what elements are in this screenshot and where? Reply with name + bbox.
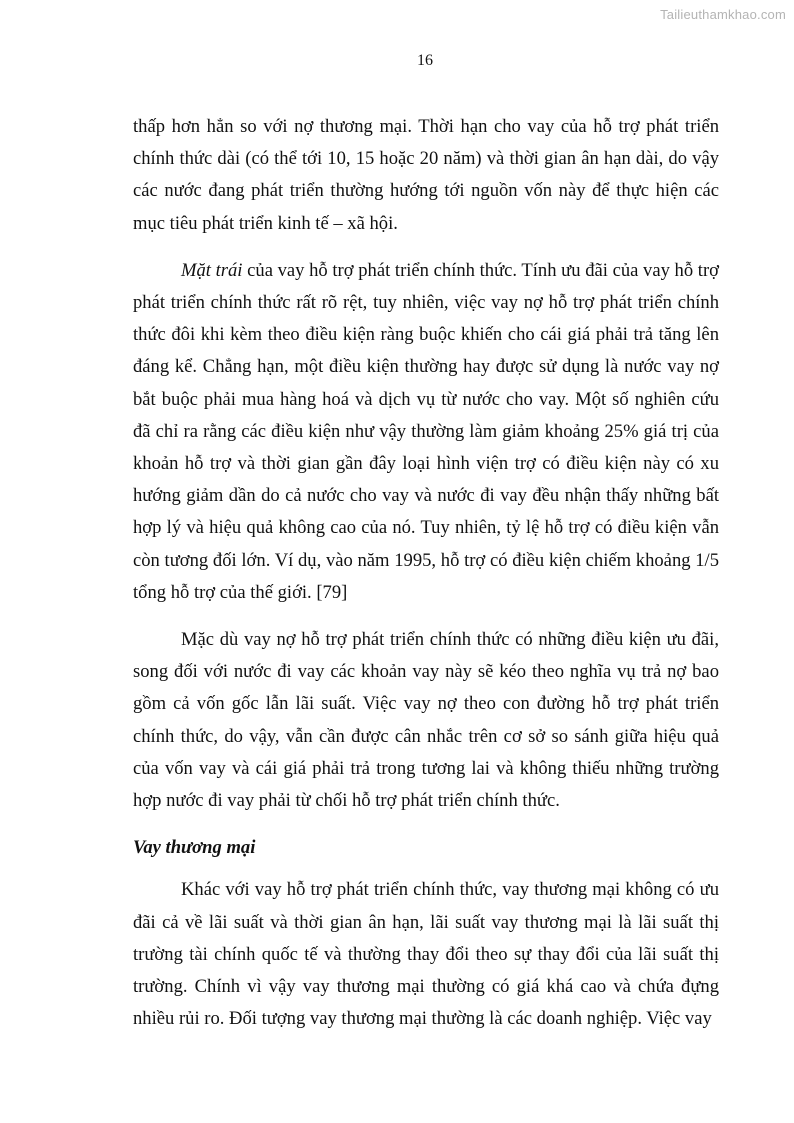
document-body bbox=[133, 111, 719, 1050]
paragraph-4: Khác với vay hỗ trợ phát triển chính thức, vay thương mại không có ưu đãi cả về lãi suất và thời gian ân hạn, lãi suất vay thương mại là lãi suất thị trường tài chính quốc tế và thường thay đổi theo sự thay đổi của lãi suất thị trường. Chính vì vậy vay thương mại thường có giá khá cao và chứa đựng nhiều rủi ro. Đối tượng vay thương mại thường là các doanh nghiệp. Việc vay bbox=[133, 879, 719, 1030]
paragraph-1: thấp hơn hẳn so với nợ thương mại. Thời hạn cho vay của hỗ trợ phát triển chính thức dài (có thể tới 10, 15 hoặc 20 năm) và thời gian ân hạn dài, do vậy các nước đang phát triển thường hướng tới nguồn vốn này để thực hiện các mục tiêu phát triển kinh tế – xã hội. bbox=[133, 116, 719, 234]
paragraph-3: Mặc dù vay nợ hỗ trợ phát triển chính thức có những điều kiện ưu đãi, song đối với nước đi vay các khoản vay này sẽ kéo theo nghĩa vụ trả nợ bao gồm cả vốn gốc lẫn lãi suất. Việc vay nợ theo con đường hỗ trợ phát triển chính thức, do vậy, vẫn cần được cân nhắc trên cơ sở so sánh giữa hiệu quả của vốn vay và cái giá phải trả trong tương lai và không thiếu những trường hợp nước đi vay phải từ chối hỗ trợ phát triển chính thức. bbox=[133, 629, 719, 812]
paragraph-2 bbox=[133, 255, 719, 609]
page-number: 16 bbox=[417, 52, 433, 69]
section-heading: Vay thương mại bbox=[133, 837, 256, 859]
watermark-text: Tailieuthamkhao.com bbox=[660, 7, 786, 22]
paragraph-2-lead: Mặt trái bbox=[181, 259, 243, 281]
paragraph-2-body: của vay hỗ trợ phát triển chính thức. Tính ưu đãi của vay hỗ trợ phát triển chính thức rất rõ rệt, tuy nhiên, việc vay nợ hỗ trợ phát triển chính thức đôi khi kèm theo điều kiện ràng buộc khiến cho cái giá phải trả tăng lên đáng kể. Chẳng hạn, một điều kiện thường hay được sử dụng là nước vay nợ bắt buộc phải mua hàng hoá và dịch vụ từ nước cho vay. Một số nghiên cứu đã chỉ ra rằng các điều kiện như vậy thường làm giảm khoảng 25% giá trị của khoản hỗ trợ và thời gian gần đây loại hình viện trợ có điều kiện này có xu hướng giảm dần do cả nước cho vay và nước đi vay đều nhận thấy những bất hợp lý và hiệu quả không cao của nó. Tuy nhiên, tỷ lệ hỗ trợ có điều kiện vẫn còn tương đối lớn. Ví dụ, vào năm 1995, hỗ trợ có điều kiện chiếm khoảng 1/5 tổng hỗ trợ của thế giới. [79] bbox=[133, 259, 719, 603]
